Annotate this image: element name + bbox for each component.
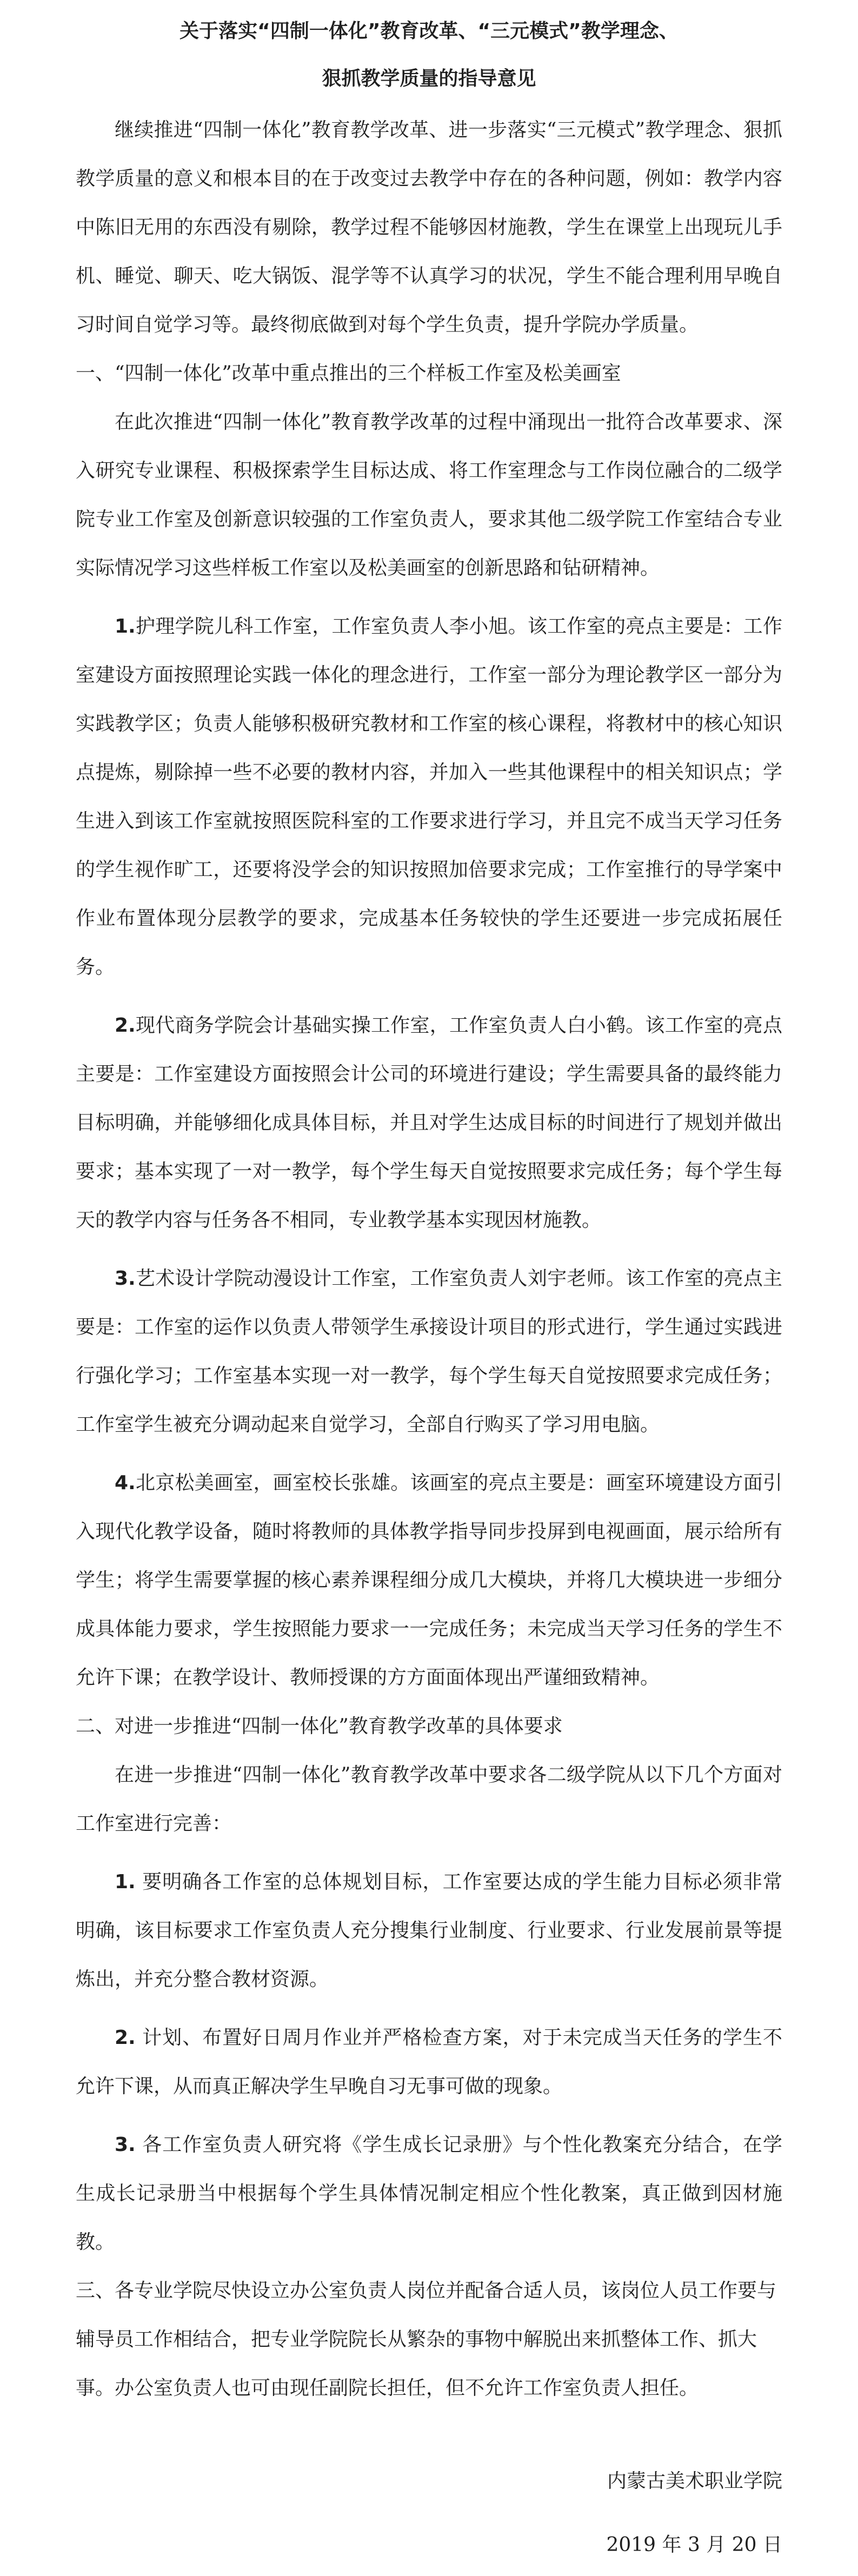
item-text: 现代商务学院会计基础实操工作室，工作室负责人白小鹤。该工作室的亮点主要是：工作室建设方面按照会计公司的环境进行建设；学生需要具备的最终能力目标明确，并能够细化成具体目标，并且对学生达成目标的时间进行了规划并做出要求；基本实现了一对一教学，每个学生每天自觉按照要求完成任务；每个学生每天的教学内容与任务各不相同，专业教学基本实现因材施教。 bbox=[76, 1014, 782, 1231]
signature-date: 2019 年 3 月 20 日 bbox=[606, 2534, 782, 2556]
section-1-item-2 bbox=[76, 1001, 782, 1245]
item-number: 2. bbox=[115, 1014, 136, 1037]
doc-title-line-2: 狠抓教学质量的指导意见 bbox=[322, 68, 536, 90]
section-2-item-1 bbox=[76, 1858, 782, 2004]
item-number: 4. bbox=[115, 1472, 136, 1494]
section-2-item-2 bbox=[76, 2014, 782, 2111]
section-2-item-3 bbox=[76, 2121, 782, 2267]
item-text: 要明确各工作室的总体规划目标，工作室要达成的学生能力目标必须非常明确，该目标要求工作室负责人充分搜集行业制度、行业要求、行业发展前景等提炼出，并充分整合教材资源。 bbox=[76, 1871, 782, 1990]
section-2-intro: 在进一步推进“四制一体化”教育教学改革中要求各二级学院从以下几个方面对工作室进行完善： bbox=[76, 1764, 782, 1835]
doc-title-line-1: 关于落实“四制一体化”教育改革、“三元模式”教学理念、 bbox=[179, 20, 679, 42]
section-1-item-3 bbox=[76, 1254, 782, 1449]
item-number: 3. bbox=[115, 2134, 136, 2156]
item-number: 1. bbox=[115, 1871, 136, 1893]
item-text: 计划、布置好日周月作业并严格检查方案，对于未完成当天任务的学生不允许下课，从而真正解决学生早晚自习无事可做的现象。 bbox=[76, 2027, 782, 2097]
item-number: 3. bbox=[115, 1267, 136, 1290]
item-text: 各工作室负责人研究将《学生成长记录册》与个性化教案充分结合，在学生成长记录册当中根据每个学生具体情况制定相应个性化教案，真正做到因材施教。 bbox=[76, 2134, 782, 2253]
item-number: 1. bbox=[115, 615, 136, 638]
item-number: 2. bbox=[115, 2027, 136, 2049]
section-1-intro: 在此次推进“四制一体化”教育教学改革的过程中涌现出一批符合改革要求、深入研究专业课程、积极探索学生目标达成、将工作室理念与工作岗位融合的二级学院专业工作室及创新意识较强的工作室负责人，要求其他二级学院工作室结合专业实际情况学习这些样板工作室以及松美画室的创新思路和钻研精神。 bbox=[76, 411, 782, 579]
item-text: 艺术设计学院动漫设计工作室，工作室负责人刘宇老师。该工作室的亮点主要是：工作室的运作以负责人带领学生承接设计项目的形式进行，学生通过实践进行强化学习；工作室基本实现一对一教学，每个学生每天自觉按照要求完成任务；工作室学生被充分调动起来自觉学习，全部自行购买了学习用电脑。 bbox=[76, 1267, 782, 1436]
intro-paragraph: 继续推进“四制一体化”教育教学改革、进一步落实“三元模式”教学理念、狠抓教学质量的意义和根本目的在于改变过去教学中存在的各种问题，例如：教学内容中陈旧无用的东西没有剔除，教学过程不能够因材施教，学生在课堂上出现玩儿手机、睡觉、聊天、吃大锅饭、混学等不认真学习的状况，学生不能合理利用早晚自习时间自觉学习等。最终彻底做到对每个学生负责，提升学院办学质量。 bbox=[76, 119, 782, 336]
item-text: 北京松美画室，画室校长张雄。该画室的亮点主要是：画室环境建设方面引入现代化教学设备，随时将教师的具体教学指导同步投屏到电视画面，展示给所有学生；将学生需要掌握的核心素养课程细分成几大模块，并将几大模块进一步细分成具体能力要求，学生按照能力要求一一完成任务；未完成当天学习任务的学生不允许下课；在教学设计、教师授课的方方面面体现出严谨细致精神。 bbox=[76, 1472, 782, 1689]
section-1-item-4 bbox=[76, 1459, 782, 1702]
section-2-heading: 二、对进一步推进“四制一体化”教育教学改革的具体要求 bbox=[76, 1715, 563, 1737]
section-1-item-1 bbox=[76, 602, 782, 992]
section-1-heading: 一、“四制一体化”改革中重点推出的三个样板工作室及松美画室 bbox=[76, 362, 621, 384]
signature-organization: 内蒙古美术职业学院 bbox=[607, 2470, 782, 2492]
section-3-paragraph: 三、各专业学院尽快设立办公室负责人岗位并配备合适人员，该岗位人员工作要与辅导员工作相结合，把专业学院院长从繁杂的事物中解脱出来抓整体工作、抓大事。办公室负责人也可由现任副院长担任，但不允许工作室负责人担任。 bbox=[76, 2280, 777, 2399]
item-text: 护理学院儿科工作室，工作室负责人李小旭。该工作室的亮点主要是：工作室建设方面按照理论实践一体化的理念进行，工作室一部分为理论教学区一部分为实践教学区；负责人能够积极研究教材和工作室的核心课程，将教材中的核心知识点提炼，剔除掉一些不必要的教材内容，并加入一些其他课程中的相关知识点；学生进入到该工作室就按照医院科室的工作要求进行学习，并且完不成当天学习任务的学生视作旷工，还要将没学会的知识按照加倍要求完成；工作室推行的导学案中作业布置体现分层教学的要求，完成基本任务较快的学生还要进一步完成拓展任务。 bbox=[76, 615, 782, 978]
